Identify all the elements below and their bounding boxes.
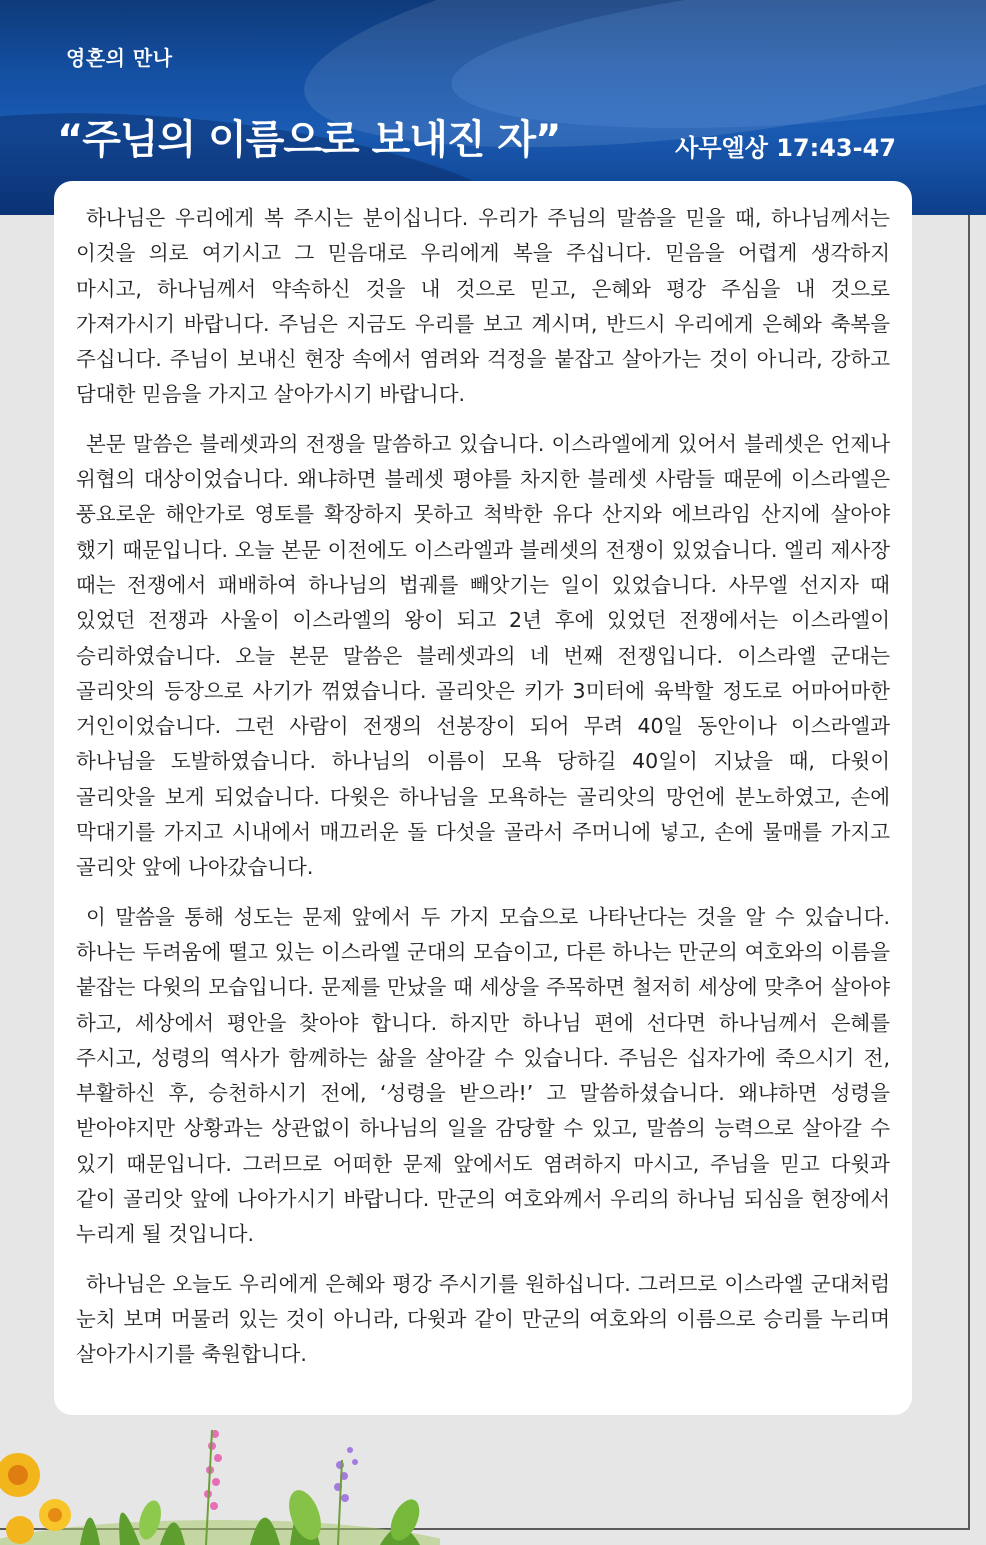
scripture-reference: 사무엘상 17:43-47 [675, 134, 896, 162]
sermon-title: “주님의 이름으로 보내진 자” [57, 117, 561, 163]
paragraph: 본문 말씀은 블레셋과의 전쟁을 말씀하고 있습니다. 이스라엘에게 있어서 블레셋은 언제나 위협의 대상이었습니다. 왜냐하면 블레셋 평야를 차지한 블레셋 사람들 때문에 이스라엘은 풍요로운 해안가로 영토를 확장하지 못하고 척박한 유다 산지와 에브라임 산지에 살아야 했기 때문입니다. 오늘 본문 이전에도 이스라엘과 블레셋의 전쟁이 있었습니다. 엘리 제사장 때는 전쟁에서 패배하여 하나님의 법궤를 빼앗기는 일이 있었습니다. 사무엘 선지자 때 있었던 전쟁과 사울이 이스라엘의 왕이 되고 2년 후에 있었던 전쟁에서는 이스라엘이 승리하였습니다. 오늘 본문 말씀은 블레셋과의 네 번째 전쟁입니다. 이스라엘 군대는 골리앗의 등장으로 사기가 꺾였습니다. 골리앗은 키가 3미터에 육박할 정도로 어마어마한 거인이었습니다. 그런 사람이 전쟁의 선봉장이 되어 무려 40일 동안이나 이스라엘과 하나님을 도발하였습니다. 하나님의 이름이 모욕 당하길 40일이 지났을 때, 다윗이 골리앗을 보게 되었습니다. 다윗은 하나님을 모욕하는 골리앗의 망언에 분노하였고, 손에 막대기를 가지고 시내에서 매끄러운 돌 다섯을 골라서 주머니에 넣고, 손에 물매를 가지고 골리앗 앞에 나아갔습니다. [76, 431, 890, 880]
paragraph: 이 말씀을 통해 성도는 문제 앞에서 두 가지 모습으로 나타난다는 것을 알 수 있습니다. 하나는 두려움에 떨고 있는 이스라엘 군대의 모습이고, 다른 하나는 만군의 여호와의 이름을 붙잡는 다윗의 모습입니다. 문제를 만났을 때 세상을 주목하면 철저히 세상에 맞추어 살아야 하고, 세상에서 평안을 찾아야 합니다. 하지만 하나님 편에 선다면 하나님께서 은혜를 주시고, 성령의 역사가 함께하는 삶을 살아갈 수 있습니다. 주님은 십자가에 죽으시기 전, 부활하신 후, 승천하시기 전에, ‘성령을 받으라!’ 고 말씀하셨습니다. 왜냐하면 성령을 받아야지만 상황과는 상관없이 하나님의 일을 감당할 수 있고, 말씀의 능력으로 살아갈 수 있기 때문입니다. 그러므로 어떠한 문제 앞에서도 염려하지 마시고, 주님을 믿고 다윗과 같이 골리앗 앞에 나아가시기 바랍니다. 만군의 여호와께서 우리의 하나님 되심을 현장에서 누리게 될 것입니다. [76, 904, 890, 1247]
paragraph: 하나님은 우리에게 복 주시는 분이십니다. 우리가 주님의 말씀을 믿을 때, 하나님께서는 이것을 의로 여기시고 그 믿음대로 우리에게 복을 주십니다. 믿음을 어렵게 생각하지 마시고, 하나님께서 약속하신 것을 내 것으로 믿고, 은혜와 평강 주심을 내 것으로 가져가시기 바랍니다. 주님은 지금도 우리를 보고 계시며, 반드시 우리에게 은혜와 축복을 주십니다. 주님이 보내신 현장 속에서 염려와 걱정을 붙잡고 살아가는 것이 아니라, 강하고 담대한 믿음을 가지고 살아가시기 바랍니다. [76, 206, 890, 407]
sermon-body-card [54, 181, 912, 1415]
section-label: 영혼의 만나 [66, 46, 173, 70]
flowers-icon [0, 1420, 440, 1545]
paragraph: 하나님은 오늘도 우리에게 은혜와 평강 주시기를 원하십니다. 그러므로 이스라엘 군대처럼 눈치 보며 머물러 있는 것이 아니라, 다윗과 같이 만군의 여호와의 이름으로 승리를 누리며 살아가시기를 축원합니다. [76, 1271, 890, 1367]
flowers-illustration [0, 1420, 440, 1545]
